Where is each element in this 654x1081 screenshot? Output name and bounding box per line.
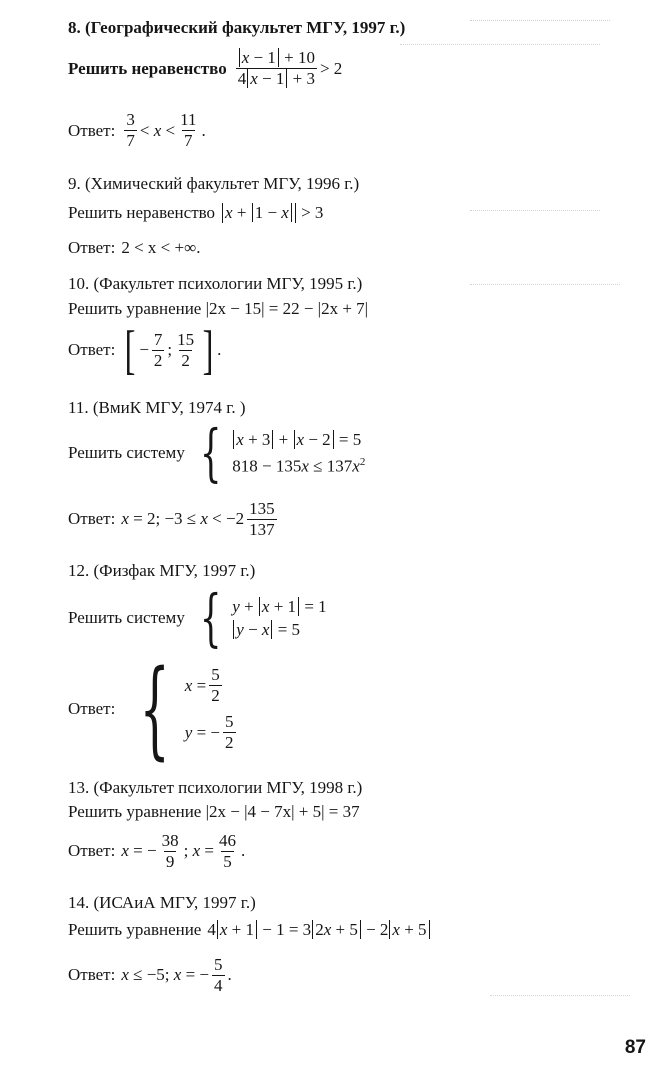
problem-8-answer-label: Ответ: [68, 120, 116, 140]
problem-9-answer [68, 238, 200, 258]
problem-11-task: Решить систему { x + 3 + x − 2 = 5 $818 - 135x \le 137x^2$ [68, 416, 366, 489]
problem-12-answer-system: x = $\frac{5}{2}$ y = − $\frac{5}{2}$ [184, 665, 234, 752]
problem-14-task-label: Решить уравнение [68, 920, 202, 939]
problem-14-title: 14. (ИСАиА МГУ, 1997 г.) [68, 893, 256, 912]
problem-12-task-label: Решить систему [68, 608, 185, 627]
problem-9-title: 9. (Химический факультет МГУ, 1996 г.) [68, 174, 360, 193]
problem-13-answer: Ответ: x = − $\frac{38}{9}$ ; x = $\frac{46}{5}$ . [68, 830, 246, 871]
problem-8-fraction: $\frac{x - 1 + 10}{4 x - 1 + 3}$ [237, 48, 315, 88]
problem-12-answer: Ответ: { x = $\frac{5}{2}$ y = − $\frac{5}{2}$ [68, 656, 239, 762]
problem-13-task-label: Решить уравнение [68, 802, 202, 821]
scan-noise [470, 284, 620, 291]
scan-noise [470, 210, 600, 217]
problem-8-task-label: Решить неравенство [68, 58, 227, 78]
scan-noise [490, 995, 630, 1002]
problem-11-answer: Ответ: x = 2; −3 ≤ x < −2 $\frac{135}{137}$ [68, 498, 275, 539]
problem-10-equation: |2x − 15| = 22 − |2x + 7| [205, 299, 369, 318]
problem-13-equation: |2x − |4 − 7x| + 5| = 37 [205, 802, 360, 821]
problem-10-answer-label: Ответ: [68, 340, 116, 359]
scan-noise [470, 20, 610, 29]
problem-9-task-label: Решить неравенство [68, 203, 216, 222]
problem-11-answer-label: Ответ: [68, 509, 116, 528]
problem-12-title: 12. (Физфак МГУ, 1997 г.) [68, 561, 256, 580]
problem-13-task [68, 802, 360, 822]
problem-12-system: y + x + 1 = 1 y − x = 5 [232, 597, 327, 639]
problem-9-answer-text: 2 < x < +∞. [121, 238, 201, 257]
problem-8-answer: Ответ: $\frac{3}{7}$ < x < $\frac{11}{7}$ . [68, 110, 206, 150]
problem-9-answer-label: Ответ: [68, 238, 116, 257]
problem-10-answer: Ответ: [ − $\frac{7}{2}$ ; $\frac{15}{2}$ ] . [68, 320, 222, 380]
scan-noise [400, 44, 600, 53]
problem-12-task: Решить систему { y + x + 1 = 1 y − x = 5 [68, 581, 327, 654]
page-number: 87 [624, 1037, 646, 1058]
problem-9-task: Решить неравенство x + 1 − x > 3 [68, 203, 324, 222]
problem-13-title: 13. (Факультет психологии МГУ, 1998 г.) [68, 778, 363, 797]
problem-14-task: Решить уравнение 4 x + 1 − 1 = 3 2x + 5 − 2 x + 5 [68, 920, 431, 940]
problem-13-answer-label: Ответ: [68, 841, 116, 860]
problem-11-system: x + 3 + x − 2 = 5 $818 - 135x \le 137x^2$ [232, 430, 366, 476]
problem-14-answer-label: Ответ: [68, 965, 116, 984]
problem-10-task-label: Решить уравнение [68, 299, 202, 318]
problem-11-task-label: Решить систему [68, 443, 185, 462]
problem-14-answer: Ответ: x ≤ −5; x = − $\frac{5}{4}$ . [68, 954, 232, 995]
problem-12-answer-label: Ответ: [68, 699, 116, 718]
problem-10-title: 10. (Факультет психологии МГУ, 1995 г.) [68, 274, 363, 293]
problem-10-task [68, 299, 368, 319]
problem-8-title: 8. (Географический факультет МГУ, 1997 г.) [68, 18, 406, 37]
problem-11-title: 11. (ВмиК МГУ, 1974 г. ) [68, 398, 246, 417]
problem-8-task: Решить неравенство $\frac{x - 1 + 10}{4 x - 1 + 3}$ > 2 [68, 48, 343, 88]
